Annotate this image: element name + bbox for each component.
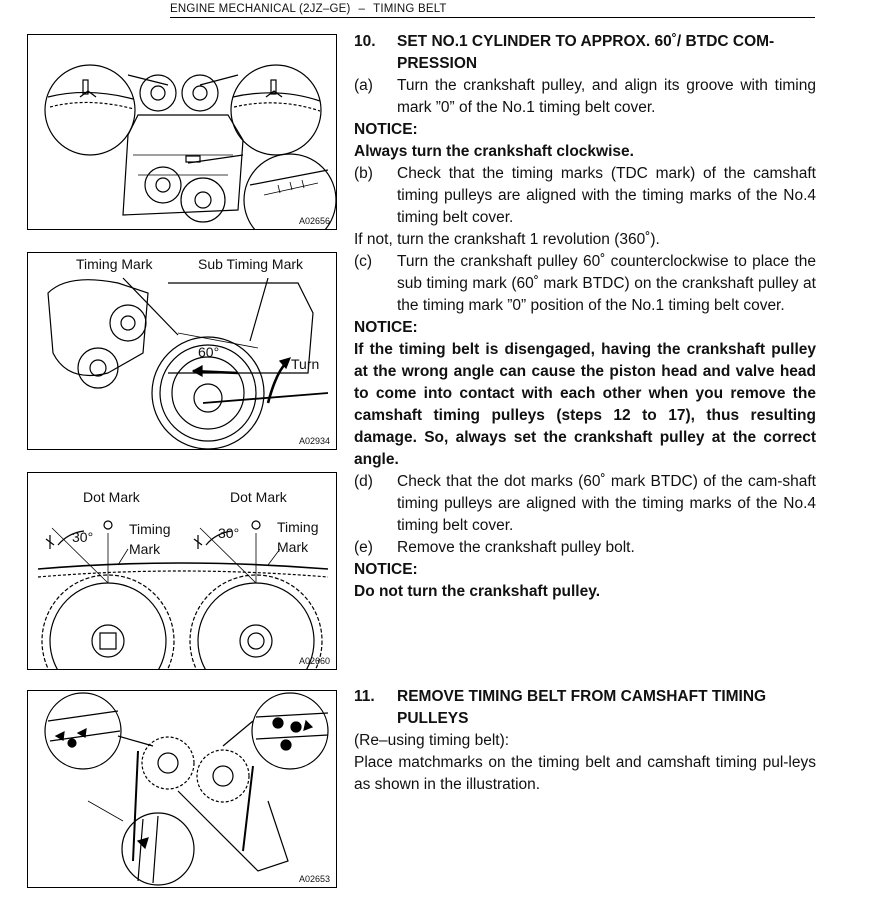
item-c-tag: (c) — [354, 253, 373, 270]
figure-camshaft-dot-marks — [27, 472, 337, 670]
item-e-text: Remove the crankshaft pulley bolt. — [397, 539, 635, 556]
item-c-text: Turn the crankshaft pulley 60˚ counterclockwise to place the sub timing mark (60˚ mark BTDC) on the crankshaft pulley at the timing mark ”0” position of the No.1 timing belt cover. — [397, 253, 816, 314]
item-d — [354, 471, 816, 537]
header-title: ENGINE MECHANICAL (2JZ–GE) — [170, 3, 351, 15]
step-10-number: 10. — [354, 33, 376, 50]
step-10-title — [397, 31, 774, 75]
step-11-heading — [354, 686, 816, 730]
item-e — [354, 537, 816, 559]
reusing-belt-text: (Re–using timing belt): — [354, 732, 510, 749]
label-timing-right: Timing — [277, 519, 319, 535]
crankshaft-pulley-drawing — [28, 253, 336, 449]
item-e-tag: (e) — [354, 539, 373, 556]
item-b-text: Check that the timing marks (TDC mark) of the camshaft timing pulleys are aligned with the timing marks of the No.4 timing belt cover. — [397, 165, 816, 226]
figure-timing-belt-matchmarks — [27, 690, 337, 888]
figure-code: A02660 — [298, 656, 330, 666]
matchmarks-text: Place matchmarks on the timing belt and camshaft timing pul-leys as shown in the illustration. — [354, 754, 816, 793]
step-11-title-line2: PULLEYS — [397, 710, 469, 727]
step-11-number: 11. — [354, 688, 375, 705]
figure-engine-front-timing-marks — [27, 34, 337, 230]
step-10-title-line1: SET NO.1 CYLINDER TO APPROX. 60˚/ BTDC COM- — [397, 33, 775, 50]
section-11 — [354, 686, 816, 796]
step-10-heading — [354, 31, 816, 75]
label-sub-timing-mark: Sub Timing Mark — [198, 256, 304, 272]
header-separator: – — [358, 3, 366, 15]
label-dot-mark-right: Dot Mark — [230, 489, 287, 505]
label-mark-right: Mark — [277, 539, 309, 555]
section-10 — [354, 31, 816, 603]
notice-2-heading: NOTICE: — [354, 319, 418, 336]
item-b — [354, 163, 816, 229]
figure-code: A02934 — [298, 436, 330, 446]
header-rule — [170, 17, 815, 18]
figure-code: A02653 — [298, 874, 330, 884]
item-a — [354, 75, 816, 119]
item-c — [354, 251, 816, 317]
header-subtitle: TIMING BELT — [373, 3, 447, 15]
notice-1-text: Always turn the crankshaft clockwise. — [354, 143, 634, 160]
step-11-title — [397, 686, 766, 730]
engine-front-drawing — [28, 35, 336, 229]
label-mark-left: Mark — [129, 541, 161, 557]
figure-crankshaft-pulley-60deg — [27, 252, 337, 450]
if-not-text: If not, turn the crankshaft 1 revolution (360˚). — [354, 231, 660, 248]
label-angle-30-left: 30° — [72, 529, 94, 545]
notice-3-text: Do not turn the crankshaft pulley. — [354, 583, 601, 600]
timing-belt-drawing — [28, 691, 336, 887]
label-dot-mark-left: Dot Mark — [83, 489, 140, 505]
label-timing-mark: Timing Mark — [76, 256, 153, 272]
item-b-tag: (b) — [354, 165, 373, 182]
item-d-text: Check that the dot marks (60˚ mark BTDC) of the cam-shaft timing pulleys are aligned with the timing marks of the No.4 timing belt cover. — [397, 473, 816, 534]
figure-code: A02656 — [298, 216, 330, 226]
notice-3-heading: NOTICE: — [354, 561, 418, 578]
item-a-tag: (a) — [354, 77, 373, 94]
notice-2-text: If the timing belt is disengaged, having the crankshaft pulley at the wrong angle can cause the piston head and valve head to come into contact with each other when you remove the camshaft timing pulleys (steps 12 to 17), thus resulting damage. So, always set the crankshaft pulley at the correct angle. — [354, 341, 816, 468]
item-d-tag: (d) — [354, 473, 373, 490]
label-turn: Turn — [291, 356, 320, 372]
page-header — [170, 3, 447, 15]
camshaft-pulleys-drawing — [28, 473, 336, 669]
step-10-title-line2: PRESSION — [397, 55, 478, 72]
label-angle-60: 60° — [198, 344, 220, 360]
item-a-text: Turn the crankshaft pulley, and align its groove with timing mark ”0” of the No.1 timing belt cover. — [397, 77, 816, 116]
label-timing-left: Timing — [129, 521, 171, 537]
step-11-title-line1: REMOVE TIMING BELT FROM CAMSHAFT TIMING — [397, 688, 767, 705]
label-angle-30-right: 30° — [218, 525, 240, 541]
notice-1-heading: NOTICE: — [354, 121, 418, 138]
